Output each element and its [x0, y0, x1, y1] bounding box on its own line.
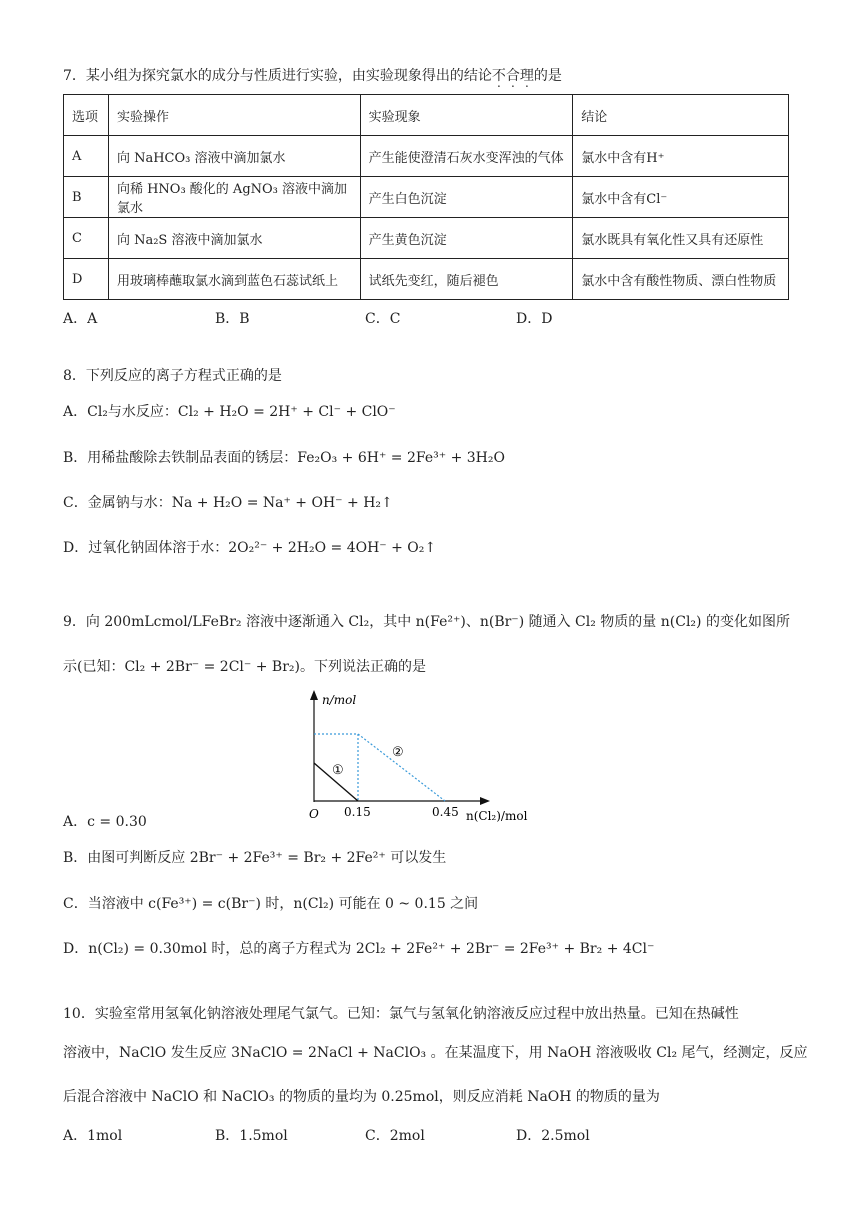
- q10-choice-b[interactable]: B．1.5mol: [215, 1128, 288, 1144]
- table-row: [64, 259, 789, 300]
- q10-choice-a[interactable]: A．1mol: [63, 1128, 123, 1144]
- row-option: A: [64, 136, 109, 177]
- q7-choice-b[interactable]: B．B: [215, 311, 250, 327]
- q7-stem-pre: 7．某小组为探究氯水的成分与性质进行实验，由实验现象得出的结论: [63, 68, 492, 84]
- curve1-label: ①: [332, 763, 344, 778]
- row-operation: 向 Na₂S 溶液中滴加氯水: [108, 218, 360, 259]
- header-operation: 实验操作: [108, 95, 360, 136]
- table-row: [64, 177, 789, 218]
- q10-stem-line3: 后混合溶液中 NaClO 和 NaClO₃ 的物质的量均为 0.25mol，则反应消耗 NaOH 的物质的量为: [63, 1089, 660, 1105]
- table-row: [64, 218, 789, 259]
- row-conclusion: 氯水既具有氧化性又具有还原性: [573, 218, 789, 259]
- header-option: 选项: [64, 95, 109, 136]
- origin-label: O: [309, 807, 319, 821]
- q7-emphasis-char-2: 合: [505, 68, 520, 84]
- q9-option-a[interactable]: A．c = 0.30: [63, 814, 147, 830]
- row-conclusion: 氯水中含有酸性物质、漂白性物质: [573, 259, 789, 300]
- q9-stem-line2: 示(已知：Cl₂ + 2Br⁻ = 2Cl⁻ + Br₂)。下列说法正确的是: [63, 659, 426, 675]
- q10-stem-line2: 溶液中，NaClO 发生反应 3NaClO = 2NaCl + NaClO₃ 。在某温度下，用 NaOH 溶液吸收 Cl₂ 尾气，经测定，反应: [63, 1045, 808, 1061]
- q9-option-c[interactable]: C．当溶液中 c(Fe³⁺) = c(Br⁻) 时，n(Cl₂) 可能在 0 ~ 0.15 之间: [63, 896, 479, 912]
- x-axis-label: n(Cl₂)/mol: [466, 809, 528, 823]
- row-option: D: [64, 259, 109, 300]
- q10-choice-d[interactable]: D．2.5mol: [516, 1128, 590, 1144]
- q8-option-d[interactable]: D．过氧化钠固体溶于水：2O₂²⁻ + 2H₂O = 4OH⁻ + O₂↑: [63, 540, 437, 556]
- row-option: B: [64, 177, 109, 218]
- row-option: C: [64, 218, 109, 259]
- q9-chart: [292, 690, 542, 830]
- row-phenomenon: 产生白色沉淀: [360, 177, 573, 218]
- q10-stem-line1: 10．实验室常用氢氧化钠溶液处理尾气氯气。已知：氯气与氢氧化钠溶液反应过程中放出热量。已知在热碱性: [63, 1006, 739, 1022]
- table-header-row: [64, 95, 789, 136]
- q8-option-c[interactable]: C．金属钠与水：Na + H₂O = Na⁺ + OH⁻ + H₂↑: [63, 495, 393, 511]
- row-phenomenon: 产生能使澄清石灰水变浑浊的气体: [360, 136, 573, 177]
- y-axis-arrow-icon: [310, 690, 318, 700]
- q7-choice-c[interactable]: C．C: [365, 311, 401, 327]
- q7-table: [63, 94, 789, 300]
- q8-stem: 8．下列反应的离子方程式正确的是: [63, 368, 282, 384]
- curve2-label: ②: [392, 745, 404, 760]
- q9-stem-line1: 9．向 200mLcmol/LFeBr₂ 溶液中逐渐通入 Cl₂，其中 n(Fe²⁺)、n(Br⁻) 随通入 Cl₂ 物质的量 n(Cl₂) 的变化如图所: [63, 614, 790, 630]
- q7-stem: [63, 66, 562, 86]
- row-phenomenon: 试纸先变红，随后褪色: [360, 259, 573, 300]
- q9-option-b[interactable]: B．由图可判断反应 2Br⁻ + 2Fe³⁺ = Br₂ + 2Fe²⁺ 可以发生: [63, 850, 447, 866]
- q8-option-a[interactable]: A．Cl₂与水反应：Cl₂ + H₂O = 2H⁺ + Cl⁻ + ClO⁻: [63, 404, 396, 420]
- x-axis-arrow-icon: [480, 797, 490, 805]
- q8-option-b[interactable]: B．用稀盐酸除去铁制品表面的锈层：Fe₂O₃ + 6H⁺ = 2Fe³⁺ + 3H₂O: [63, 450, 505, 466]
- row-phenomenon: 产生黄色沉淀: [360, 218, 573, 259]
- row-conclusion: 氯水中含有H⁺: [573, 136, 789, 177]
- x-tick-045: 0.45: [432, 805, 459, 819]
- q7-stem-post: 的是: [533, 68, 562, 84]
- y-axis-label: n/mol: [322, 693, 357, 707]
- q9-option-d[interactable]: D．n(Cl₂) = 0.30mol 时，总的离子方程式为 2Cl₂ + 2Fe²⁺ + 2Br⁻ = 2Fe³⁺ + Br₂ + 4Cl⁻: [63, 941, 655, 957]
- q7-emphasis-char-3: 理: [519, 68, 534, 84]
- q10-choice-c[interactable]: C．2mol: [365, 1128, 425, 1144]
- q7-choice-d[interactable]: D．D: [516, 311, 553, 327]
- table-row: [64, 136, 789, 177]
- row-conclusion: 氯水中含有Cl⁻: [573, 177, 789, 218]
- q7-choice-a[interactable]: A．A: [63, 311, 98, 327]
- q7-emphasis-char-1: 不: [491, 68, 506, 84]
- row-operation: 用玻璃棒蘸取氯水滴到蓝色石蕊试纸上: [108, 259, 360, 300]
- row-operation: 向 NaHCO₃ 溶液中滴加氯水: [108, 136, 360, 177]
- header-conclusion: 结论: [573, 95, 789, 136]
- row-operation: 向稀 HNO₃ 酸化的 AgNO₃ 溶液中滴加氯水: [108, 177, 360, 218]
- header-phenomenon: 实验现象: [360, 95, 573, 136]
- x-tick-015: 0.15: [344, 805, 371, 819]
